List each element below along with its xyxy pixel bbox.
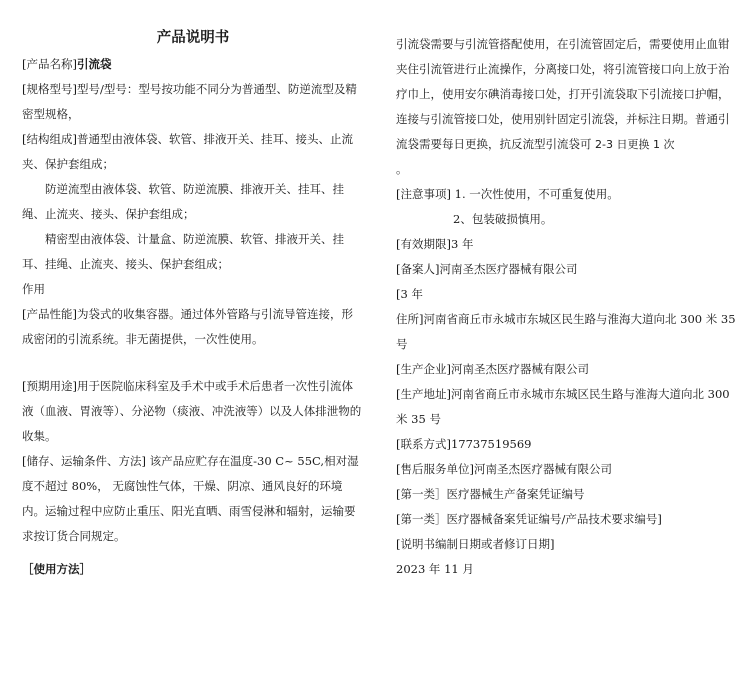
structure-anti-reflux: 防逆流型由液体袋、软管、防逆流膜、排液开关、挂耳、挂绳、止流夹、接头、保护套组成； — [22, 182, 344, 221]
registrant-line: [备案人]河南圣杰医疗器械有限公司 — [396, 262, 578, 276]
bracket-3-line: [3 年 — [396, 287, 423, 301]
intended-use-paragraph: [预期用途]用于医院临床科室及手术中或手术后患者一次性引流体液（血液、胃液等）、分泌物（痰液、冲洗液等）以及人体排泄物的收集。 — [22, 379, 362, 443]
usage-interval: 2-3 日更换 1 次 — [591, 138, 675, 151]
production-address-line: [生产地址]河南省商丘市永城市东城区民生路与淮海大道向北 300 米 35 号 — [396, 387, 730, 426]
compile-date-label: [说明书编制日期或者修订日期] — [396, 537, 555, 551]
notice-1: [注意事项] 1. 一次性使用，不可重复使用。 — [396, 187, 619, 201]
document-title: 产品说明书 — [156, 29, 230, 46]
usage-continued — [396, 32, 736, 157]
validity-line: [有效期限]3 年 — [396, 237, 474, 251]
product-name-value: 引流袋 — [76, 57, 112, 71]
manufacturer-line: [生产企业]河南圣杰医疗器械有限公司 — [396, 362, 589, 376]
compile-date-value: 2023 年 11 月 — [396, 562, 474, 576]
usage-end-mark: 。 — [396, 162, 408, 176]
usage-text: 引流袋需要与引流管搭配使用，在引流管固定后，需要使用止血钳夹住引流管进行止流操作，分离接口处，将引流管接口向上放于治疗巾上，使用安尔碘消毒接口处，打开引流袋取下引流接口护帽，连接与引流管接口处，使用别针固定引流袋，并标注日期。普通引流袋需要每日更换，抗反流型引流袋可 — [396, 37, 730, 151]
structure-precise: 精密型由液体袋、计量盒、防逆流膜、软管、排液开关、挂耳、挂绳、止流夹、接头、保护套组成； — [22, 232, 344, 271]
performance-paragraph: [产品性能]为袋式的收集容器。通过体外管路与引流导管连接，形成密闭的引流系统。非无菌提供，一次性使用。 — [22, 307, 353, 346]
certificate-line-1: [第一类］医疗器械生产备案凭证编号 — [396, 487, 585, 501]
spec-paragraph: [规格型号]型号/型号：型号按功能不同分为普通型、防逆流型及精密型规格， — [22, 82, 357, 121]
spacer — [22, 352, 364, 374]
left-column — [22, 24, 364, 582]
notice-2: 2、包装破损慎用。 — [453, 212, 553, 226]
address-line: 住所]河南省商丘市永城市东城区民生路与淮海大道向北 300 米 35 号 — [396, 312, 736, 351]
right-column — [396, 32, 736, 582]
product-name-label: [产品名称] — [22, 57, 77, 71]
usage-heading: ［使用方法］ — [22, 562, 91, 576]
after-sales-line: [售后服务单位]河南圣杰医疗器械有限公司 — [396, 462, 612, 476]
structure-paragraph: [结构组成]普通型由液体袋、软管、排液开关、挂耳、接头、止流夹、保护套组成； — [22, 132, 353, 171]
storage-paragraph: [储存、运输条件、方法] 该产品应贮存在温度-30 C~ 55C,相对湿度不超过 80%， 无腐蚀性气体，干燥、阴凉、通风良好的环境内。运输过程中应防止重压、阳光直晒、雨雪侵淋和辐射，运输要求按订货合同规定。 — [22, 454, 359, 543]
contact-line: [联系方式]17737519569 — [396, 437, 532, 451]
function-label: 作用 — [22, 282, 45, 296]
product-name-line — [22, 52, 364, 77]
certificate-line-2: [第一类］医疗器械备案凭证编号/产品技术要求编号] — [396, 512, 662, 526]
